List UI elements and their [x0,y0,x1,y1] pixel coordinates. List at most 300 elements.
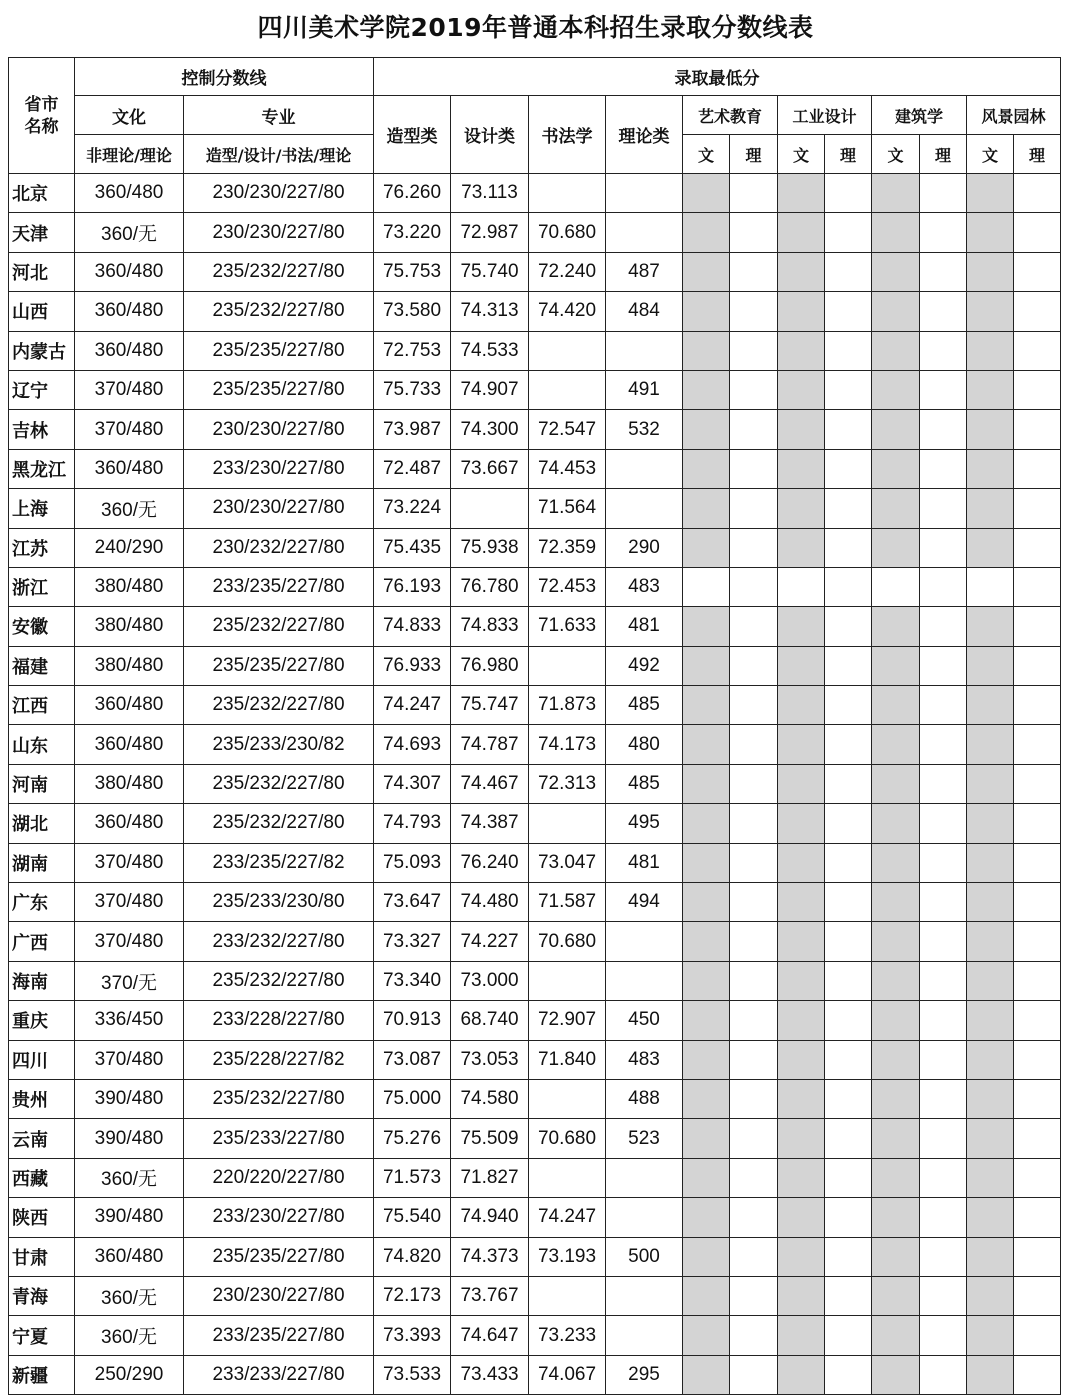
empty-score-cell [872,213,920,252]
empty-score-cell [825,567,872,606]
table-row [9,883,1061,922]
theory-score-cell: 485 [606,764,683,803]
empty-score-cell [920,883,967,922]
empty-score-cell [730,410,778,449]
empty-score-cell [920,1198,967,1237]
empty-score-cell [683,528,730,567]
province-cell: 宁夏 [9,1316,75,1355]
theory-score-cell: 523 [606,1119,683,1158]
calligraphy-score-cell: 71.564 [529,489,606,528]
empty-score-cell [825,961,872,1000]
empty-score-cell [872,607,920,646]
empty-score-cell [683,1119,730,1158]
li-header: 理 [730,135,778,174]
calligraphy-score-cell: 72.240 [529,252,606,291]
province-cell: 辽宁 [9,370,75,409]
major-score-cell: 220/220/227/80 [184,1158,374,1197]
major-score-cell: 235/233/227/80 [184,1119,374,1158]
empty-score-cell [730,1276,778,1315]
major-score-cell: 235/235/227/80 [184,1237,374,1276]
empty-score-cell [825,292,872,331]
empty-score-cell [825,174,872,213]
empty-score-cell [920,1079,967,1118]
culture-score-cell: 380/480 [75,567,184,606]
empty-score-cell [730,331,778,370]
empty-score-cell [967,725,1014,764]
shaping-score-cell: 74.833 [374,607,451,646]
shaping-score-cell: 73.327 [374,922,451,961]
empty-score-cell [683,961,730,1000]
empty-score-cell [872,1001,920,1040]
cat-design-header: 设计类 [451,96,529,174]
design-score-cell: 76.780 [451,567,529,606]
empty-score-cell [967,1237,1014,1276]
design-score-cell: 72.987 [451,213,529,252]
empty-score-cell [778,252,825,291]
province-cell: 内蒙古 [9,331,75,370]
empty-score-cell [825,883,872,922]
empty-score-cell [1014,922,1061,961]
empty-score-cell [778,489,825,528]
province-cell: 上海 [9,489,75,528]
empty-score-cell [920,370,967,409]
shaping-score-cell: 73.580 [374,292,451,331]
empty-score-cell [920,410,967,449]
empty-score-cell [872,1237,920,1276]
major-score-cell: 235/233/230/82 [184,725,374,764]
shaping-score-cell: 74.793 [374,804,451,843]
province-cell: 安徽 [9,607,75,646]
empty-score-cell [825,1316,872,1355]
province-cell: 贵州 [9,1079,75,1118]
empty-score-cell [872,252,920,291]
empty-score-cell [825,528,872,567]
culture-score-cell: 336/450 [75,1001,184,1040]
empty-score-cell [778,528,825,567]
empty-score-cell [825,370,872,409]
empty-score-cell [872,922,920,961]
shaping-score-cell: 74.820 [374,1237,451,1276]
province-cell: 河南 [9,764,75,803]
theory-score-cell [606,1158,683,1197]
empty-score-cell [1014,1079,1061,1118]
empty-score-cell [778,725,825,764]
design-score-cell: 68.740 [451,1001,529,1040]
empty-score-cell [730,252,778,291]
shaping-score-cell: 73.220 [374,213,451,252]
table-row [9,1158,1061,1197]
empty-score-cell [825,1079,872,1118]
empty-score-cell [920,567,967,606]
table-row [9,1355,1061,1394]
shaping-score-cell: 75.276 [374,1119,451,1158]
shaping-score-cell: 75.733 [374,370,451,409]
calligraphy-score-cell: 71.587 [529,883,606,922]
empty-score-cell [1014,252,1061,291]
empty-score-cell [967,252,1014,291]
province-cell: 四川 [9,1040,75,1079]
theory-score-cell: 532 [606,410,683,449]
empty-score-cell [730,1237,778,1276]
empty-score-cell [920,292,967,331]
empty-score-cell [683,1316,730,1355]
culture-score-cell: 370/480 [75,883,184,922]
shaping-score-cell: 73.987 [374,410,451,449]
empty-score-cell [778,1355,825,1394]
empty-score-cell [1014,764,1061,803]
province-cell: 福建 [9,646,75,685]
empty-score-cell [1014,489,1061,528]
li-header: 理 [920,135,967,174]
empty-score-cell [872,1040,920,1079]
major-score-cell: 235/232/227/80 [184,804,374,843]
major-score-cell: 233/235/227/80 [184,567,374,606]
empty-score-cell [1014,410,1061,449]
table-row [9,1079,1061,1118]
empty-score-cell [872,725,920,764]
shaping-score-cell: 71.573 [374,1158,451,1197]
table-row [9,725,1061,764]
theory-score-cell: 483 [606,567,683,606]
culture-score-cell: 370/480 [75,843,184,882]
culture-score-cell: 360/无 [75,213,184,252]
culture-score-cell: 360/480 [75,686,184,725]
empty-score-cell [825,1001,872,1040]
empty-score-cell [730,804,778,843]
empty-score-cell [920,252,967,291]
empty-score-cell [1014,1040,1061,1079]
empty-score-cell [778,1316,825,1355]
shaping-score-cell: 76.193 [374,567,451,606]
empty-score-cell [730,1198,778,1237]
empty-score-cell [683,174,730,213]
empty-score-cell [920,1119,967,1158]
empty-score-cell [825,764,872,803]
calligraphy-score-cell: 72.359 [529,528,606,567]
table-row [9,174,1061,213]
empty-score-cell [730,174,778,213]
culture-score-cell: 360/无 [75,1316,184,1355]
empty-score-cell [683,1276,730,1315]
empty-score-cell [825,804,872,843]
theory-score-cell [606,213,683,252]
design-score-cell: 74.940 [451,1198,529,1237]
empty-score-cell [778,961,825,1000]
empty-score-cell [872,843,920,882]
table-row [9,1316,1061,1355]
design-score-cell: 74.387 [451,804,529,843]
calligraphy-score-cell: 73.047 [529,843,606,882]
calligraphy-score-cell: 72.547 [529,410,606,449]
empty-score-cell [967,1158,1014,1197]
design-score-cell: 75.938 [451,528,529,567]
empty-score-cell [967,489,1014,528]
culture-score-cell: 380/480 [75,764,184,803]
wen-header: 文 [778,135,825,174]
empty-score-cell [778,764,825,803]
empty-score-cell [920,607,967,646]
province-cell: 黑龙江 [9,449,75,488]
empty-score-cell [1014,1276,1061,1315]
empty-score-cell [1014,449,1061,488]
theory-score-cell [606,489,683,528]
theory-score-cell [606,1316,683,1355]
empty-score-cell [967,370,1014,409]
table-row [9,961,1061,1000]
empty-score-cell [967,213,1014,252]
province-cell: 江苏 [9,528,75,567]
table-row [9,764,1061,803]
culture-header: 文化 [75,96,184,135]
empty-score-cell [730,292,778,331]
empty-score-cell [683,804,730,843]
empty-score-cell [825,725,872,764]
empty-score-cell [872,331,920,370]
empty-score-cell [683,922,730,961]
empty-score-cell [920,1040,967,1079]
empty-score-cell [825,922,872,961]
empty-score-cell [967,1316,1014,1355]
empty-score-cell [920,1316,967,1355]
table-row [9,489,1061,528]
empty-score-cell [730,725,778,764]
cat-shaping-header: 造型类 [374,96,451,174]
province-cell: 吉林 [9,410,75,449]
li-header: 理 [825,135,872,174]
design-score-cell: 74.480 [451,883,529,922]
empty-score-cell [778,1198,825,1237]
calligraphy-score-cell [529,1276,606,1315]
empty-score-cell [730,567,778,606]
architecture-header: 建筑学 [872,96,967,135]
admission-score-table [8,57,1061,1395]
empty-score-cell [967,1276,1014,1315]
table-row [9,843,1061,882]
empty-score-cell [1014,725,1061,764]
province-cell: 新疆 [9,1355,75,1394]
culture-score-cell: 360/无 [75,1276,184,1315]
empty-score-cell [825,1198,872,1237]
shaping-score-cell: 73.340 [374,961,451,1000]
empty-score-cell [730,922,778,961]
empty-score-cell [730,961,778,1000]
culture-score-cell: 360/480 [75,449,184,488]
empty-score-cell [920,646,967,685]
design-score-cell: 73.433 [451,1355,529,1394]
empty-score-cell [730,1119,778,1158]
design-score-cell: 75.509 [451,1119,529,1158]
culture-score-cell: 370/无 [75,961,184,1000]
shaping-score-cell: 72.487 [374,449,451,488]
major-score-cell: 235/232/227/80 [184,961,374,1000]
shaping-score-cell: 75.093 [374,843,451,882]
province-cell: 江西 [9,686,75,725]
empty-score-cell [967,883,1014,922]
empty-score-cell [920,922,967,961]
empty-score-cell [1014,1198,1061,1237]
shaping-score-cell: 72.753 [374,331,451,370]
empty-score-cell [730,370,778,409]
empty-score-cell [683,646,730,685]
design-score-cell: 75.740 [451,252,529,291]
empty-score-cell [1014,567,1061,606]
empty-score-cell [920,1355,967,1394]
empty-score-cell [683,292,730,331]
design-score-cell: 71.827 [451,1158,529,1197]
empty-score-cell [825,686,872,725]
empty-score-cell [1014,213,1061,252]
province-cell: 山东 [9,725,75,764]
empty-score-cell [872,489,920,528]
empty-score-cell [967,764,1014,803]
shaping-score-cell: 75.540 [374,1198,451,1237]
empty-score-cell [683,1158,730,1197]
empty-score-cell [683,213,730,252]
empty-score-cell [1014,1119,1061,1158]
empty-score-cell [872,883,920,922]
calligraphy-score-cell: 72.453 [529,567,606,606]
calligraphy-score-cell: 74.453 [529,449,606,488]
empty-score-cell [778,646,825,685]
empty-score-cell [1014,174,1061,213]
empty-score-cell [1014,370,1061,409]
empty-score-cell [825,1355,872,1394]
wen-header: 文 [872,135,920,174]
empty-score-cell [825,1237,872,1276]
calligraphy-score-cell: 73.233 [529,1316,606,1355]
empty-score-cell [683,1355,730,1394]
calligraphy-score-cell [529,370,606,409]
major-score-cell: 230/232/227/80 [184,528,374,567]
table-row [9,213,1061,252]
empty-score-cell [1014,607,1061,646]
table-row [9,1276,1061,1315]
culture-sub-header: 非理论/理论 [75,135,184,174]
empty-score-cell [730,1316,778,1355]
empty-score-cell [872,1158,920,1197]
empty-score-cell [683,489,730,528]
design-score-cell: 76.980 [451,646,529,685]
table-row [9,646,1061,685]
culture-score-cell: 390/480 [75,1119,184,1158]
empty-score-cell [1014,883,1061,922]
province-cell: 湖南 [9,843,75,882]
design-score-cell: 73.000 [451,961,529,1000]
empty-score-cell [967,449,1014,488]
design-score-cell: 73.767 [451,1276,529,1315]
empty-score-cell [1014,1001,1061,1040]
major-score-cell: 230/230/227/80 [184,489,374,528]
province-cell: 重庆 [9,1001,75,1040]
landscape-header: 风景园林 [967,96,1061,135]
design-score-cell: 74.787 [451,725,529,764]
calligraphy-score-cell [529,331,606,370]
empty-score-cell [730,1040,778,1079]
empty-score-cell [920,213,967,252]
culture-score-cell: 390/480 [75,1198,184,1237]
empty-score-cell [967,686,1014,725]
major-score-cell: 230/230/227/80 [184,174,374,213]
shaping-score-cell: 76.933 [374,646,451,685]
table-row [9,1198,1061,1237]
empty-score-cell [872,804,920,843]
empty-score-cell [730,489,778,528]
empty-score-cell [683,607,730,646]
design-score-cell: 74.227 [451,922,529,961]
design-score-cell: 76.240 [451,843,529,882]
major-sub-header: 造型/设计/书法/理论 [184,135,374,174]
admission-min-header: 录取最低分 [374,58,1061,96]
empty-score-cell [872,449,920,488]
empty-score-cell [967,1355,1014,1394]
empty-score-cell [1014,961,1061,1000]
cat-theory-header: 理论类 [606,96,683,174]
shaping-score-cell: 70.913 [374,1001,451,1040]
table-body [9,174,1061,1395]
empty-score-cell [825,1040,872,1079]
empty-score-cell [872,1119,920,1158]
table-row [9,922,1061,961]
empty-score-cell [683,331,730,370]
calligraphy-score-cell [529,1079,606,1118]
culture-score-cell: 380/480 [75,646,184,685]
empty-score-cell [778,1040,825,1079]
major-score-cell: 233/235/227/80 [184,1316,374,1355]
empty-score-cell [730,528,778,567]
empty-score-cell [778,804,825,843]
theory-score-cell: 450 [606,1001,683,1040]
empty-score-cell [920,331,967,370]
shaping-score-cell: 73.647 [374,883,451,922]
empty-score-cell [778,1001,825,1040]
theory-score-cell: 494 [606,883,683,922]
empty-score-cell [967,528,1014,567]
empty-score-cell [967,1119,1014,1158]
empty-score-cell [967,843,1014,882]
empty-score-cell [872,292,920,331]
theory-score-cell: 500 [606,1237,683,1276]
shaping-score-cell: 74.307 [374,764,451,803]
empty-score-cell [683,725,730,764]
calligraphy-score-cell: 70.680 [529,213,606,252]
major-score-cell: 235/235/227/80 [184,370,374,409]
empty-score-cell [778,213,825,252]
culture-score-cell: 360/480 [75,725,184,764]
empty-score-cell [967,1079,1014,1118]
empty-score-cell [778,1237,825,1276]
empty-score-cell [730,1158,778,1197]
province-cell: 云南 [9,1119,75,1158]
province-cell: 天津 [9,213,75,252]
shaping-score-cell: 73.087 [374,1040,451,1079]
major-score-cell: 235/232/227/80 [184,1079,374,1118]
table-row [9,449,1061,488]
province-cell: 北京 [9,174,75,213]
province-cell: 西藏 [9,1158,75,1197]
shaping-score-cell: 75.753 [374,252,451,291]
empty-score-cell [683,410,730,449]
empty-score-cell [872,1316,920,1355]
empty-score-cell [1014,686,1061,725]
table-row [9,370,1061,409]
design-score-cell: 74.373 [451,1237,529,1276]
province-cell: 海南 [9,961,75,1000]
empty-score-cell [730,843,778,882]
culture-score-cell: 360/480 [75,292,184,331]
theory-score-cell: 487 [606,252,683,291]
major-score-cell: 235/235/227/80 [184,646,374,685]
empty-score-cell [730,607,778,646]
